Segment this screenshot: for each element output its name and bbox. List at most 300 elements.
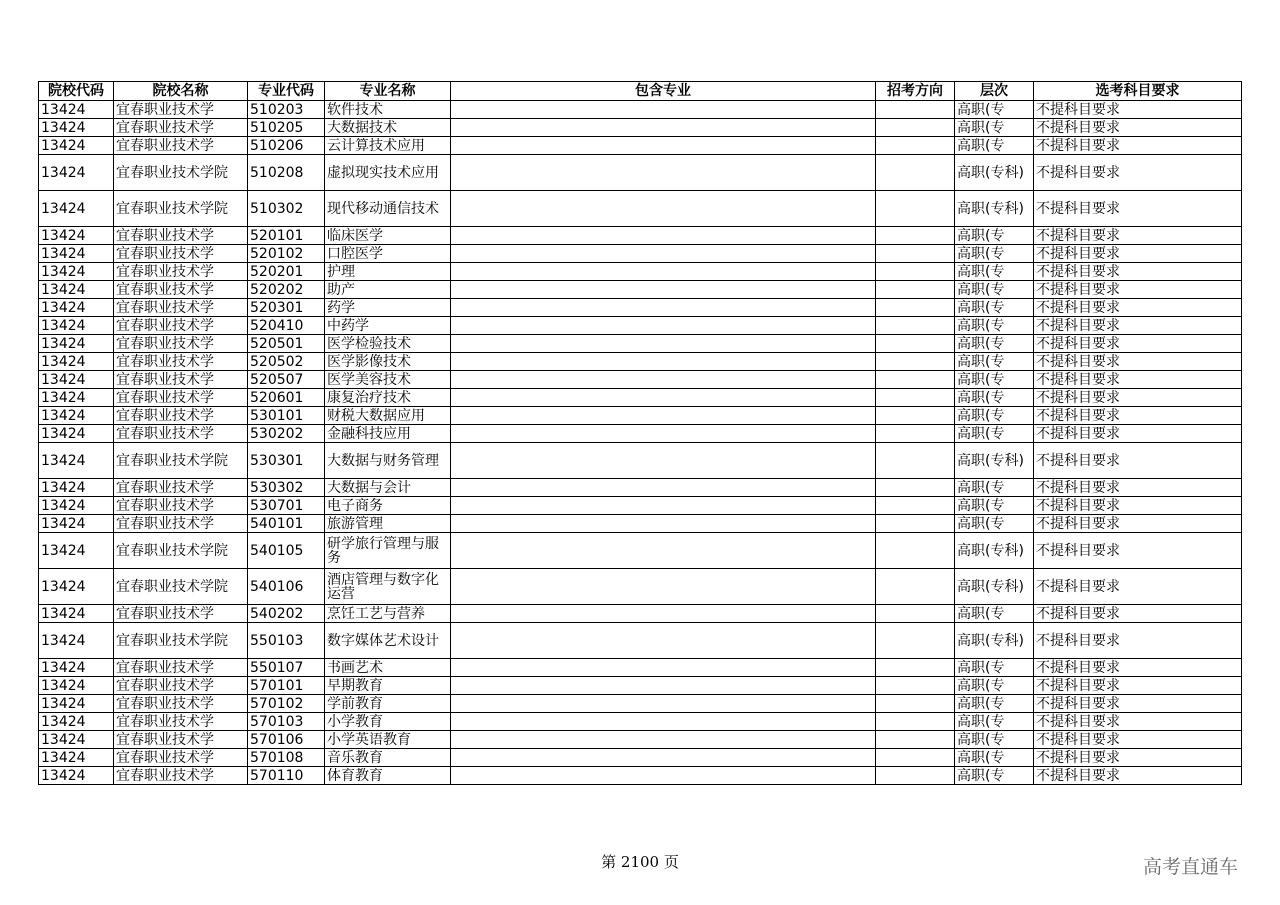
cell-school-name: 宜春职业技术学	[114, 335, 248, 353]
cell-direction	[876, 227, 955, 245]
cell-major-name: 医学检验技术	[325, 335, 451, 353]
cell-school-name: 宜春职业技术学院	[114, 155, 248, 191]
cell-school-code: 13424	[39, 623, 114, 659]
cell-school-code: 13424	[39, 191, 114, 227]
cell-level: 高职(专	[955, 695, 1034, 713]
page-number: 第 2100 页	[601, 853, 679, 871]
cell-major-code: 520410	[248, 317, 325, 335]
cell-major-code: 570110	[248, 767, 325, 785]
cell-major-code: 570101	[248, 677, 325, 695]
cell-school-name: 宜春职业技术学	[114, 353, 248, 371]
cell-direction	[876, 155, 955, 191]
table-row	[39, 281, 1242, 299]
cell-included-majors	[451, 281, 876, 299]
cell-subject-requirement: 不提科目要求	[1034, 479, 1242, 497]
cell-direction	[876, 515, 955, 533]
cell-included-majors	[451, 515, 876, 533]
cell-direction	[876, 425, 955, 443]
cell-level: 高职(专	[955, 119, 1034, 137]
cell-school-code: 13424	[39, 749, 114, 767]
cell-subject-requirement: 不提科目要求	[1034, 515, 1242, 533]
cell-direction	[876, 263, 955, 281]
cell-major-code: 520507	[248, 371, 325, 389]
cell-level: 高职(专科)	[955, 533, 1034, 569]
cell-school-code: 13424	[39, 299, 114, 317]
cell-major-name: 财税大数据应用	[325, 407, 451, 425]
cell-level: 高职(专	[955, 299, 1034, 317]
table-row	[39, 749, 1242, 767]
cell-direction	[876, 137, 955, 155]
cell-included-majors	[451, 659, 876, 677]
cell-major-code: 540106	[248, 569, 325, 605]
cell-school-name: 宜春职业技术学	[114, 713, 248, 731]
cell-school-name: 宜春职业技术学	[114, 245, 248, 263]
col-header-direction: 招考方向	[876, 82, 955, 101]
table-row	[39, 191, 1242, 227]
cell-school-code: 13424	[39, 155, 114, 191]
cell-subject-requirement: 不提科目要求	[1034, 389, 1242, 407]
cell-direction	[876, 767, 955, 785]
cell-level: 高职(专	[955, 407, 1034, 425]
cell-major-code: 520201	[248, 263, 325, 281]
cell-major-name: 口腔医学	[325, 245, 451, 263]
cell-level: 高职(专科)	[955, 623, 1034, 659]
table-row	[39, 533, 1242, 569]
cell-school-name: 宜春职业技术学	[114, 407, 248, 425]
cell-major-code: 520101	[248, 227, 325, 245]
cell-major-code: 530302	[248, 479, 325, 497]
cell-subject-requirement: 不提科目要求	[1034, 605, 1242, 623]
cell-major-code: 550107	[248, 659, 325, 677]
cell-subject-requirement: 不提科目要求	[1034, 299, 1242, 317]
table-row	[39, 353, 1242, 371]
cell-school-code: 13424	[39, 263, 114, 281]
cell-major-name: 数字媒体艺术设计	[325, 623, 451, 659]
cell-school-name: 宜春职业技术学	[114, 767, 248, 785]
cell-subject-requirement: 不提科目要求	[1034, 425, 1242, 443]
cell-level: 高职(专	[955, 317, 1034, 335]
cell-major-code: 530301	[248, 443, 325, 479]
cell-direction	[876, 659, 955, 677]
cell-school-name: 宜春职业技术学院	[114, 443, 248, 479]
cell-school-name: 宜春职业技术学	[114, 317, 248, 335]
table-row	[39, 695, 1242, 713]
cell-included-majors	[451, 155, 876, 191]
cell-subject-requirement: 不提科目要求	[1034, 371, 1242, 389]
cell-major-code: 520501	[248, 335, 325, 353]
cell-school-name: 宜春职业技术学院	[114, 533, 248, 569]
cell-level: 高职(专	[955, 245, 1034, 263]
cell-level: 高职(专	[955, 425, 1034, 443]
cell-direction	[876, 605, 955, 623]
cell-major-name: 酒店管理与数字化运营	[325, 569, 451, 605]
cell-level: 高职(专	[955, 749, 1034, 767]
cell-major-code: 510208	[248, 155, 325, 191]
table-row	[39, 245, 1242, 263]
cell-included-majors	[451, 749, 876, 767]
cell-included-majors	[451, 101, 876, 119]
cell-major-code: 530101	[248, 407, 325, 425]
cell-major-code: 530202	[248, 425, 325, 443]
table-row	[39, 101, 1242, 119]
col-header-school-name: 院校名称	[114, 82, 248, 101]
cell-major-name: 大数据与财务管理	[325, 443, 451, 479]
cell-direction	[876, 281, 955, 299]
cell-major-name: 医学影像技术	[325, 353, 451, 371]
cell-direction	[876, 731, 955, 749]
cell-direction	[876, 407, 955, 425]
col-header-major-code: 专业代码	[248, 82, 325, 101]
cell-school-name: 宜春职业技术学	[114, 227, 248, 245]
cell-major-name: 软件技术	[325, 101, 451, 119]
cell-subject-requirement: 不提科目要求	[1034, 659, 1242, 677]
cell-subject-requirement: 不提科目要求	[1034, 533, 1242, 569]
cell-subject-requirement: 不提科目要求	[1034, 119, 1242, 137]
cell-school-name: 宜春职业技术学	[114, 695, 248, 713]
cell-school-code: 13424	[39, 569, 114, 605]
cell-included-majors	[451, 713, 876, 731]
table-row	[39, 479, 1242, 497]
cell-included-majors	[451, 353, 876, 371]
cell-school-code: 13424	[39, 767, 114, 785]
cell-subject-requirement: 不提科目要求	[1034, 101, 1242, 119]
cell-major-name: 康复治疗技术	[325, 389, 451, 407]
cell-included-majors	[451, 191, 876, 227]
cell-subject-requirement: 不提科目要求	[1034, 353, 1242, 371]
cell-level: 高职(专	[955, 335, 1034, 353]
table-row	[39, 335, 1242, 353]
cell-direction	[876, 299, 955, 317]
cell-level: 高职(专	[955, 101, 1034, 119]
cell-direction	[876, 335, 955, 353]
cell-direction	[876, 677, 955, 695]
cell-school-code: 13424	[39, 245, 114, 263]
table-row	[39, 389, 1242, 407]
cell-subject-requirement: 不提科目要求	[1034, 497, 1242, 515]
cell-school-name: 宜春职业技术学	[114, 263, 248, 281]
cell-level: 高职(专	[955, 353, 1034, 371]
cell-level: 高职(专科)	[955, 569, 1034, 605]
cell-major-code: 530701	[248, 497, 325, 515]
cell-school-code: 13424	[39, 101, 114, 119]
cell-subject-requirement: 不提科目要求	[1034, 335, 1242, 353]
cell-level: 高职(专	[955, 497, 1034, 515]
cell-included-majors	[451, 605, 876, 623]
cell-included-majors	[451, 767, 876, 785]
cell-direction	[876, 623, 955, 659]
col-header-included-majors: 包含专业	[451, 82, 876, 101]
cell-school-code: 13424	[39, 281, 114, 299]
cell-school-name: 宜春职业技术学	[114, 281, 248, 299]
cell-level: 高职(专科)	[955, 155, 1034, 191]
cell-direction	[876, 389, 955, 407]
cell-included-majors	[451, 731, 876, 749]
cell-included-majors	[451, 299, 876, 317]
cell-level: 高职(专	[955, 767, 1034, 785]
cell-subject-requirement: 不提科目要求	[1034, 317, 1242, 335]
cell-school-name: 宜春职业技术学	[114, 659, 248, 677]
cell-major-code: 510302	[248, 191, 325, 227]
cell-major-code: 570103	[248, 713, 325, 731]
cell-subject-requirement: 不提科目要求	[1034, 263, 1242, 281]
cell-direction	[876, 479, 955, 497]
cell-subject-requirement: 不提科目要求	[1034, 281, 1242, 299]
table-row	[39, 569, 1242, 605]
cell-included-majors	[451, 407, 876, 425]
cell-subject-requirement: 不提科目要求	[1034, 245, 1242, 263]
cell-level: 高职(专	[955, 605, 1034, 623]
table-row	[39, 623, 1242, 659]
cell-level: 高职(专	[955, 731, 1034, 749]
cell-major-code: 520102	[248, 245, 325, 263]
cell-included-majors	[451, 137, 876, 155]
cell-direction	[876, 443, 955, 479]
cell-major-name: 烹饪工艺与营养	[325, 605, 451, 623]
cell-subject-requirement: 不提科目要求	[1034, 137, 1242, 155]
cell-school-name: 宜春职业技术学院	[114, 569, 248, 605]
cell-major-name: 临床医学	[325, 227, 451, 245]
cell-level: 高职(专	[955, 479, 1034, 497]
cell-level: 高职(专	[955, 677, 1034, 695]
cell-major-name: 中药学	[325, 317, 451, 335]
cell-school-code: 13424	[39, 227, 114, 245]
cell-subject-requirement: 不提科目要求	[1034, 767, 1242, 785]
cell-level: 高职(专	[955, 263, 1034, 281]
cell-included-majors	[451, 569, 876, 605]
col-header-school-code: 院校代码	[39, 82, 114, 101]
cell-school-code: 13424	[39, 695, 114, 713]
cell-school-code: 13424	[39, 533, 114, 569]
table-row	[39, 371, 1242, 389]
cell-direction	[876, 119, 955, 137]
cell-school-code: 13424	[39, 407, 114, 425]
table-row	[39, 263, 1242, 281]
header-row	[39, 82, 1242, 101]
admissions-table	[38, 81, 1242, 785]
cell-major-code: 520601	[248, 389, 325, 407]
cell-direction	[876, 569, 955, 605]
table-row	[39, 605, 1242, 623]
cell-school-code: 13424	[39, 677, 114, 695]
table-row	[39, 425, 1242, 443]
cell-school-name: 宜春职业技术学	[114, 731, 248, 749]
watermark: 高考直通车	[1143, 856, 1239, 878]
cell-school-code: 13424	[39, 479, 114, 497]
cell-school-code: 13424	[39, 443, 114, 479]
cell-included-majors	[451, 263, 876, 281]
cell-major-name: 金融科技应用	[325, 425, 451, 443]
cell-school-code: 13424	[39, 605, 114, 623]
table-row	[39, 119, 1242, 137]
cell-direction	[876, 245, 955, 263]
cell-major-name: 小学英语教育	[325, 731, 451, 749]
cell-level: 高职(专科)	[955, 191, 1034, 227]
col-header-level: 层次	[955, 82, 1034, 101]
table-row	[39, 155, 1242, 191]
cell-level: 高职(专	[955, 137, 1034, 155]
cell-major-name: 虚拟现实技术应用	[325, 155, 451, 191]
cell-school-code: 13424	[39, 119, 114, 137]
cell-included-majors	[451, 119, 876, 137]
cell-included-majors	[451, 425, 876, 443]
cell-subject-requirement: 不提科目要求	[1034, 407, 1242, 425]
cell-subject-requirement: 不提科目要求	[1034, 155, 1242, 191]
cell-level: 高职(专	[955, 227, 1034, 245]
cell-direction	[876, 695, 955, 713]
col-header-major-name: 专业名称	[325, 82, 451, 101]
cell-included-majors	[451, 677, 876, 695]
cell-major-name: 助产	[325, 281, 451, 299]
cell-subject-requirement: 不提科目要求	[1034, 677, 1242, 695]
cell-school-code: 13424	[39, 497, 114, 515]
table-row	[39, 515, 1242, 533]
cell-major-code: 510205	[248, 119, 325, 137]
table-row	[39, 137, 1242, 155]
cell-level: 高职(专	[955, 281, 1034, 299]
cell-school-code: 13424	[39, 371, 114, 389]
cell-major-name: 电子商务	[325, 497, 451, 515]
cell-direction	[876, 371, 955, 389]
cell-major-code: 520502	[248, 353, 325, 371]
cell-school-name: 宜春职业技术学	[114, 425, 248, 443]
cell-included-majors	[451, 497, 876, 515]
cell-school-code: 13424	[39, 137, 114, 155]
col-header-subject-requirement: 选考科目要求	[1034, 82, 1242, 101]
table-row	[39, 227, 1242, 245]
cell-subject-requirement: 不提科目要求	[1034, 569, 1242, 605]
cell-included-majors	[451, 371, 876, 389]
cell-major-name: 大数据与会计	[325, 479, 451, 497]
table-row	[39, 443, 1242, 479]
cell-included-majors	[451, 695, 876, 713]
cell-school-code: 13424	[39, 731, 114, 749]
cell-included-majors	[451, 317, 876, 335]
cell-direction	[876, 101, 955, 119]
cell-direction	[876, 533, 955, 569]
cell-school-code: 13424	[39, 317, 114, 335]
cell-school-code: 13424	[39, 515, 114, 533]
cell-major-name: 早期教育	[325, 677, 451, 695]
cell-school-code: 13424	[39, 713, 114, 731]
cell-level: 高职(专	[955, 389, 1034, 407]
cell-major-code: 570102	[248, 695, 325, 713]
table-row	[39, 731, 1242, 749]
cell-school-code: 13424	[39, 659, 114, 677]
cell-major-code: 540202	[248, 605, 325, 623]
cell-major-code: 510206	[248, 137, 325, 155]
cell-major-name: 药学	[325, 299, 451, 317]
cell-level: 高职(专	[955, 371, 1034, 389]
cell-school-name: 宜春职业技术学	[114, 389, 248, 407]
cell-major-name: 小学教育	[325, 713, 451, 731]
cell-included-majors	[451, 335, 876, 353]
cell-included-majors	[451, 389, 876, 407]
table-row	[39, 317, 1242, 335]
cell-subject-requirement: 不提科目要求	[1034, 695, 1242, 713]
cell-school-name: 宜春职业技术学	[114, 749, 248, 767]
cell-school-code: 13424	[39, 389, 114, 407]
table-row	[39, 299, 1242, 317]
cell-major-code: 550103	[248, 623, 325, 659]
cell-major-name: 大数据技术	[325, 119, 451, 137]
cell-major-name: 学前教育	[325, 695, 451, 713]
cell-direction	[876, 497, 955, 515]
table-row	[39, 497, 1242, 515]
cell-level: 高职(专科)	[955, 443, 1034, 479]
cell-included-majors	[451, 479, 876, 497]
cell-school-name: 宜春职业技术学	[114, 119, 248, 137]
table-row	[39, 659, 1242, 677]
cell-major-name: 护理	[325, 263, 451, 281]
cell-school-name: 宜春职业技术学院	[114, 191, 248, 227]
cell-school-name: 宜春职业技术学	[114, 101, 248, 119]
cell-school-name: 宜春职业技术学	[114, 677, 248, 695]
cell-school-name: 宜春职业技术学院	[114, 623, 248, 659]
cell-school-name: 宜春职业技术学	[114, 515, 248, 533]
cell-school-name: 宜春职业技术学	[114, 299, 248, 317]
cell-major-name: 书画艺术	[325, 659, 451, 677]
cell-major-name: 体育教育	[325, 767, 451, 785]
cell-included-majors	[451, 227, 876, 245]
cell-major-name: 研学旅行管理与服务	[325, 533, 451, 569]
table-row	[39, 713, 1242, 731]
cell-subject-requirement: 不提科目要求	[1034, 191, 1242, 227]
cell-subject-requirement: 不提科目要求	[1034, 227, 1242, 245]
cell-school-name: 宜春职业技术学	[114, 605, 248, 623]
cell-school-name: 宜春职业技术学	[114, 371, 248, 389]
cell-major-name: 云计算技术应用	[325, 137, 451, 155]
cell-subject-requirement: 不提科目要求	[1034, 749, 1242, 767]
cell-major-name: 旅游管理	[325, 515, 451, 533]
cell-major-code: 570106	[248, 731, 325, 749]
cell-level: 高职(专	[955, 515, 1034, 533]
cell-level: 高职(专	[955, 659, 1034, 677]
cell-major-name: 现代移动通信技术	[325, 191, 451, 227]
cell-major-name: 音乐教育	[325, 749, 451, 767]
table-row	[39, 767, 1242, 785]
cell-major-name: 医学美容技术	[325, 371, 451, 389]
cell-included-majors	[451, 623, 876, 659]
cell-included-majors	[451, 443, 876, 479]
cell-major-code: 510203	[248, 101, 325, 119]
cell-direction	[876, 191, 955, 227]
cell-subject-requirement: 不提科目要求	[1034, 443, 1242, 479]
cell-school-code: 13424	[39, 425, 114, 443]
table-row	[39, 677, 1242, 695]
cell-school-name: 宜春职业技术学	[114, 137, 248, 155]
cell-subject-requirement: 不提科目要求	[1034, 713, 1242, 731]
cell-direction	[876, 749, 955, 767]
cell-major-code: 520202	[248, 281, 325, 299]
cell-included-majors	[451, 245, 876, 263]
cell-level: 高职(专	[955, 713, 1034, 731]
cell-direction	[876, 713, 955, 731]
cell-direction	[876, 317, 955, 335]
cell-school-code: 13424	[39, 353, 114, 371]
cell-major-code: 540101	[248, 515, 325, 533]
cell-included-majors	[451, 533, 876, 569]
cell-school-name: 宜春职业技术学	[114, 497, 248, 515]
cell-major-code: 570108	[248, 749, 325, 767]
cell-school-code: 13424	[39, 335, 114, 353]
table-row	[39, 407, 1242, 425]
cell-major-code: 520301	[248, 299, 325, 317]
cell-subject-requirement: 不提科目要求	[1034, 731, 1242, 749]
cell-direction	[876, 353, 955, 371]
cell-major-code: 540105	[248, 533, 325, 569]
cell-subject-requirement: 不提科目要求	[1034, 623, 1242, 659]
cell-school-name: 宜春职业技术学	[114, 479, 248, 497]
